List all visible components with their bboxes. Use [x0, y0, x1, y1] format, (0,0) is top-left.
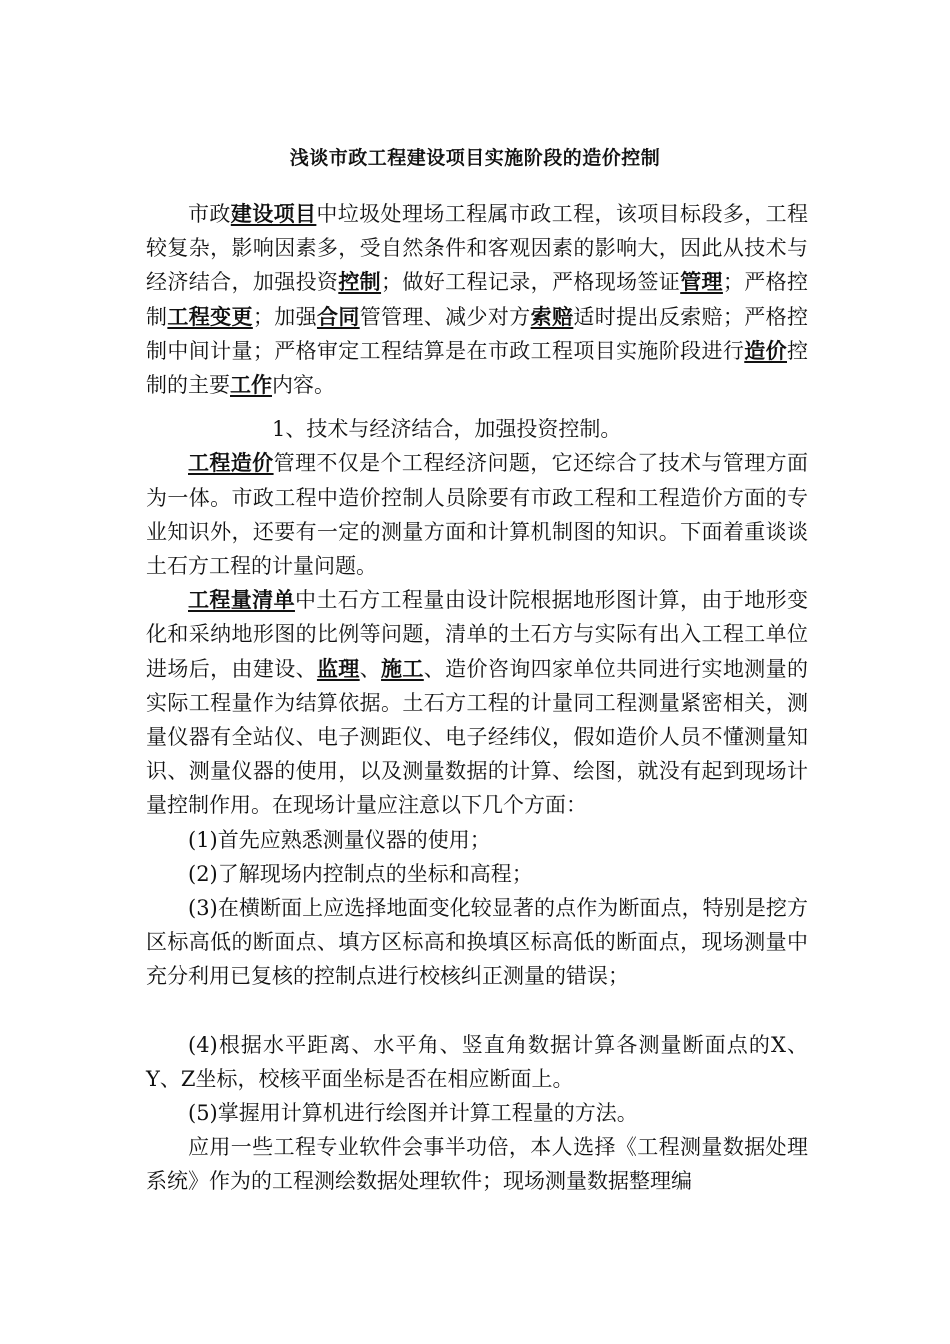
document-body	[146, 197, 808, 1199]
keyword-link[interactable]: 造价	[744, 338, 787, 363]
list-item: (4)根据水平距离、水平角、竖直角数据计算各测量断面点的X、Y、Z坐标，校核平面坐标是否在相应断面上。	[146, 1032, 808, 1091]
text-run: 内容。	[272, 373, 335, 398]
keyword-link[interactable]: 工程量清单	[188, 588, 295, 613]
list-item: (5)掌握用计算机进行绘图并计算工程量的方法。	[188, 1101, 638, 1126]
keyword-link[interactable]: 工程造价	[188, 451, 274, 476]
keyword-link[interactable]: 施工	[381, 656, 424, 681]
keyword-link[interactable]: 索赔	[530, 304, 574, 329]
keyword-link[interactable]: 管理	[680, 270, 723, 295]
section-heading: 1、技术与经济结合，加强投资控制。	[272, 417, 622, 442]
text-run: 、造价咨询四家单位共同进行实地测量的实际工程量作为结算依据。土石方工程的计量同工程测量紧密相关，测量仪器有全站仪、电子测距仪、电子经纬仪，假如造价人员不懂测量知识、测量仪器的使用，以及测量数据的计算、绘图，就没有起到现场计量控制作用。在现场计量应注意以下几个方面：	[146, 656, 809, 818]
keyword-link[interactable]: 监理	[316, 656, 360, 681]
text-run: 中土石方工程量由设计院根据地形图计算，由于地形变化和采纳地形图的比例等问题，清单的土石方与实际有出入工程工单位进场后，由建设、	[146, 588, 809, 681]
text-run: ；做好工程记录，严格现场签证	[381, 270, 681, 295]
text-run: ；加强	[252, 304, 317, 329]
paragraph-bill-of-quantities	[146, 583, 808, 822]
paragraph-software: 应用一些工程专业软件会事半功倍，本人选择《工程测量数据处理系统》作为的工程测绘数据处理软件；现场测量数据整理编	[146, 1135, 808, 1194]
text-run: 管理不仅是个工程经济问题，它还综合了技术与管理方面为一体。市政工程中造价控制人员除要有市政工程和工程造价方面的专业知识外，还要有一定的测量方面和计算机制图的知识。下面着重谈谈土石方工程的计量问题。	[146, 451, 809, 579]
keyword-link[interactable]: 合同	[316, 304, 360, 329]
text-run: 管管理、减少对方	[359, 304, 531, 329]
text-run: 控制的主要	[146, 338, 808, 398]
keyword-link[interactable]: 建设项目	[230, 202, 317, 226]
text-run: ；严格控制	[146, 270, 809, 329]
document-title: 浅谈市政工程建设项目实施阶段的造价控制	[289, 147, 661, 169]
text-run: 适时提出反索赔；严格控制中间计量；严格审定工程结算是在市政工程项目实施阶段进行	[146, 304, 809, 363]
list-item: (1)首先应熟悉测量仪器的使用；	[188, 827, 491, 852]
text-run: 、	[359, 656, 382, 681]
list-item: (3)在横断面上应选择地面变化较显著的点作为断面点，特别是挖方区标高低的断面点、填方区标高和换填区标高低的断面点，现场测量中充分利用已复核的控制点进行校核纠正测量的错误；	[146, 896, 808, 989]
keyword-link[interactable]: 控制	[338, 270, 382, 295]
keyword-link[interactable]: 工作	[230, 373, 272, 398]
paragraph-intro	[146, 197, 808, 402]
list-item: (2)了解现场内控制点的坐标和高程；	[188, 861, 533, 886]
paragraph-cost-management	[146, 446, 808, 583]
keyword-link[interactable]: 工程变更	[167, 304, 253, 329]
text-run: 中垃圾处理场工程属市政工程，该项目标段多，工程较复杂，影响因素多，受自然条件和客观因素的影响大，因此从技术与经济结合，加强投资	[146, 202, 809, 295]
text-run: 市政	[188, 202, 231, 226]
